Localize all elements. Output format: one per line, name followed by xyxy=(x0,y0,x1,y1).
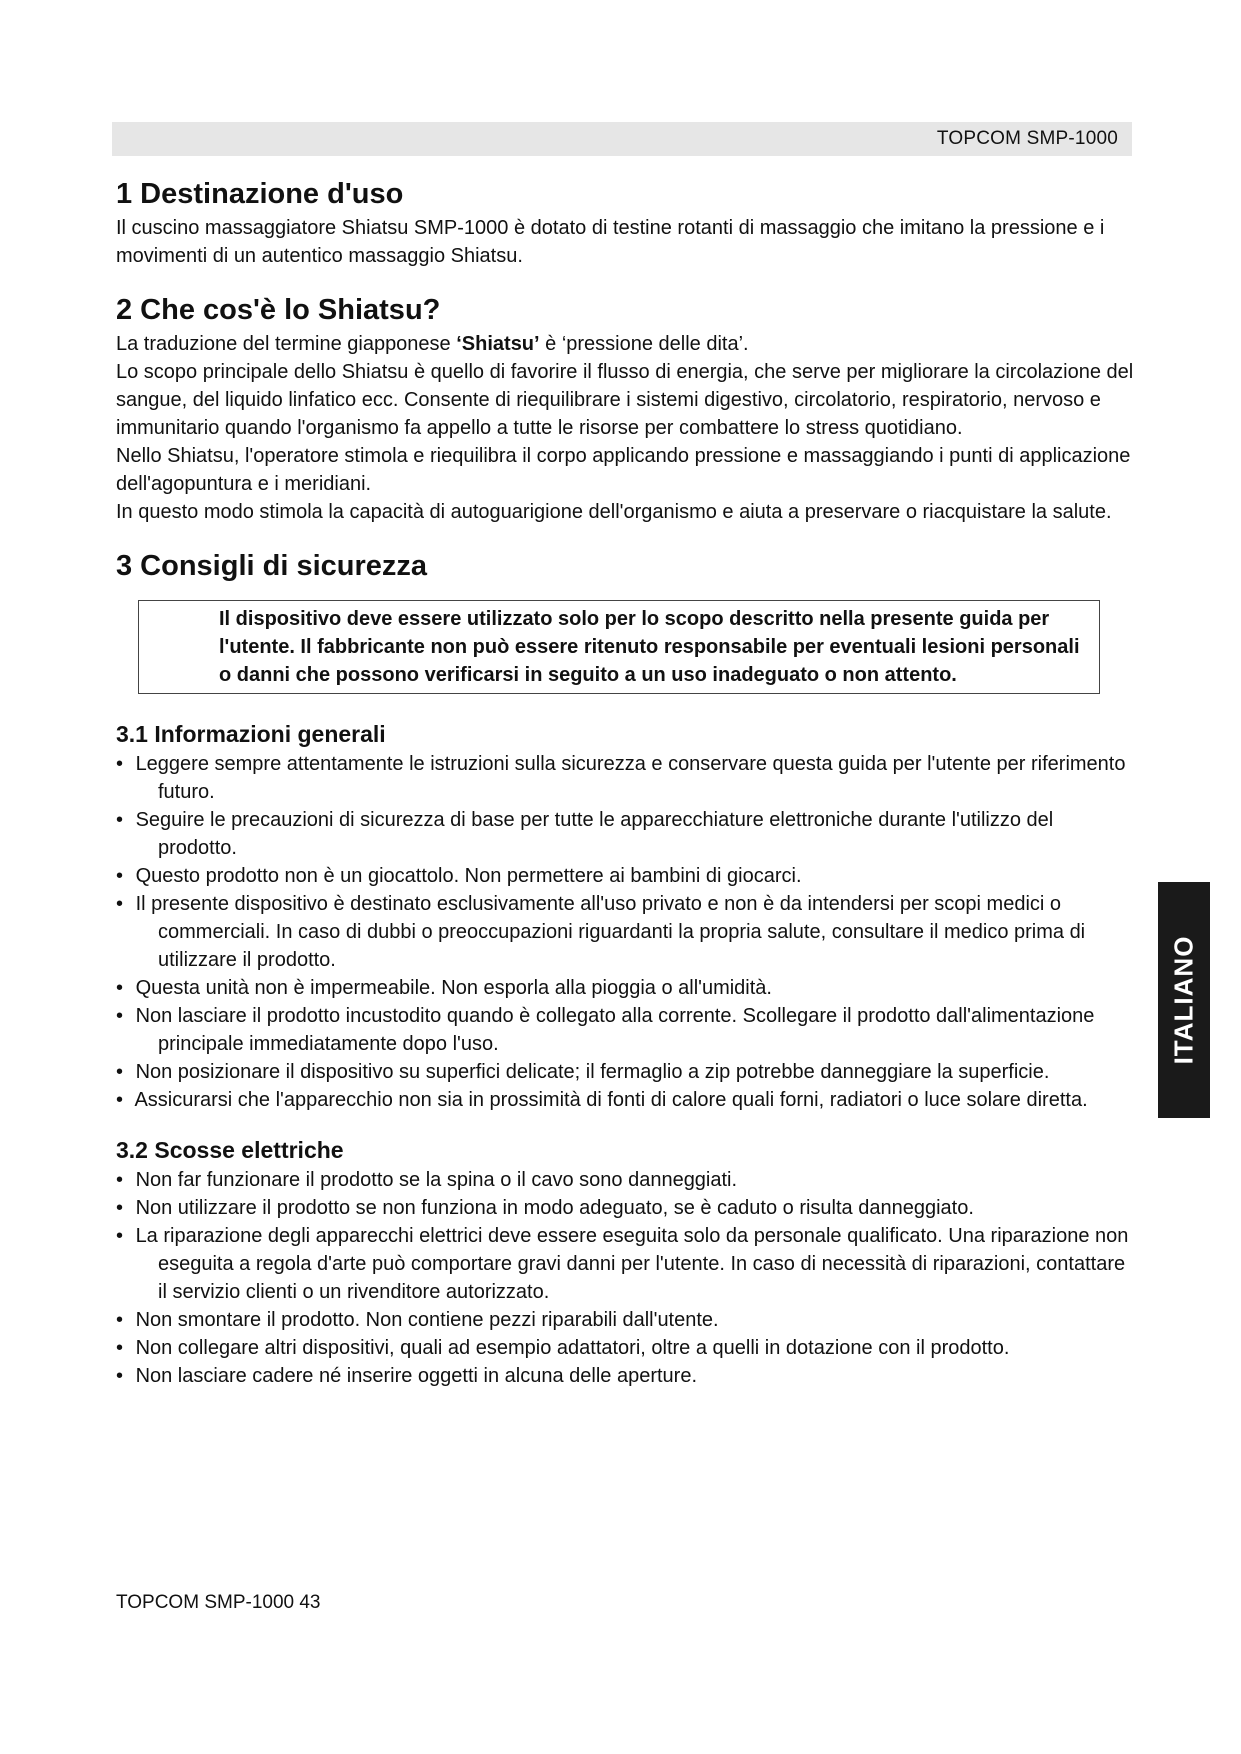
subsection-title: 3.1 Informazioni generali xyxy=(116,721,386,747)
section-safety xyxy=(116,546,1136,1390)
bullet-icon: • xyxy=(116,1197,124,1219)
warning-text: Il dispositivo deve essere utilizzato solo per lo scopo descritto nella presente guida per l'utente. Il fabbricante non può essere ritenuto responsabile per eventuali lesioni personali o danni che possono verificarsi in seguito a un uso inadeguato o non attento. xyxy=(219,608,1080,686)
paragraph: Nello Shiatsu, l'operatore stimola e riequilibra il corpo applicando pressione e massaggiando i punti di applicazione dell'agopuntura e i meridiani. xyxy=(116,445,1131,495)
subsection-general-info xyxy=(116,718,1136,1114)
bullet-list xyxy=(116,750,1136,1114)
bullet-icon: • xyxy=(116,1089,124,1111)
bullet-icon: • xyxy=(116,753,124,775)
list-item xyxy=(116,1194,1136,1222)
paragraph: Lo scopo principale dello Shiatsu è quello di favorire il flusso di energia, che serve per migliorare la circolazione del sangue, del liquido linfatico ecc. Consente di riequilibrare i sistemi digestivo, circolatorio, respiratorio, nervoso e immunitario quando l'organismo fa appello a tutte le risorse per combattere lo stress quotidiano. xyxy=(116,361,1134,439)
bullet-icon: • xyxy=(116,1365,124,1387)
list-item-text: Non lasciare cadere né inserire oggetti in alcuna delle aperture. xyxy=(135,1365,698,1387)
list-item xyxy=(116,750,1136,806)
bullet-icon: • xyxy=(116,1225,124,1247)
text-run: è ‘pressione delle dita’. xyxy=(539,333,749,355)
list-item-text: Il presente dispositivo è destinato esclusivamente all'uso privato e non è da intendersi per scopi medici o commerciali. In caso di dubbi o preoccupazioni riguardanti la propria salute, consultare il medico prima di utilizzare il prodotto. xyxy=(135,893,1086,971)
list-item-text: Non lasciare il prodotto incustodito quando è collegato alla corrente. Scollegare il prodotto dall'alimentazione principale immediatamente dopo l'uso. xyxy=(135,1005,1095,1055)
list-item xyxy=(116,1058,1136,1086)
language-tab-label: ITALIANO xyxy=(1168,935,1199,1065)
page-header xyxy=(112,122,1132,156)
bullet-icon: • xyxy=(116,865,124,887)
warning-box xyxy=(138,600,1100,694)
section-title: 3 Consigli di sicurezza xyxy=(116,550,428,582)
paragraph: Il cuscino massaggiatore Shiatsu SMP-1000 è dotato di testine rotanti di massaggio che imitano la pressione e i movimenti di un autentico massaggio Shiatsu. xyxy=(116,217,1105,267)
list-item-text: Seguire le precauzioni di sicurezza di base per tutte le apparecchiature elettroniche durante l'utilizzo del prodotto. xyxy=(135,809,1054,859)
bullet-icon: • xyxy=(116,1061,124,1083)
language-tab xyxy=(1158,882,1210,1118)
list-item xyxy=(116,1002,1136,1058)
list-item-text: Non collegare altri dispositivi, quali ad esempio adattatori, oltre a quelli in dotazione con il prodotto. xyxy=(135,1337,1010,1359)
list-item xyxy=(116,1334,1136,1362)
bullet-icon: • xyxy=(116,977,124,999)
bullet-list xyxy=(116,1166,1136,1390)
list-item-text: Assicurarsi che l'apparecchio non sia in prossimità di fonti di calore quali forni, radiatori o luce solare diretta. xyxy=(134,1089,1088,1111)
document-body xyxy=(116,174,1136,1390)
list-item-text: La riparazione degli apparecchi elettrici deve essere eseguita solo da personale qualificato. Una riparazione non eseguita a regola d'arte può comportare gravi danni per l'utente. In caso di necessità di riparazioni, contattare il servizio clienti o un rivenditore autorizzato. xyxy=(135,1225,1129,1303)
list-item xyxy=(116,974,1136,1002)
page-footer: TOPCOM SMP-1000 43 xyxy=(116,1592,321,1613)
list-item-text: Leggere sempre attentamente le istruzioni sulla sicurezza e conservare questa guida per l'utente per riferimento futuro. xyxy=(135,753,1126,803)
bullet-icon: • xyxy=(116,1309,124,1331)
list-item-text: Non utilizzare il prodotto se non funziona in modo adeguato, se è caduto o risulta danneggiato. xyxy=(135,1197,974,1219)
header-product-name: TOPCOM SMP-1000 xyxy=(936,128,1118,149)
bullet-icon: • xyxy=(116,809,124,831)
list-item xyxy=(116,862,1136,890)
list-item xyxy=(116,1362,1136,1390)
bullet-icon: • xyxy=(116,1169,124,1191)
section-title: 2 Che cos'è lo Shiatsu? xyxy=(116,294,441,326)
list-item xyxy=(116,1166,1136,1194)
list-item-text: Non posizionare il dispositivo su superfici delicate; il fermaglio a zip potrebbe danneggiare la superficie. xyxy=(135,1061,1050,1083)
list-item xyxy=(116,1222,1136,1306)
paragraph xyxy=(116,330,1136,358)
list-item-text: Questo prodotto non è un giocattolo. Non permettere ai bambini di giocarci. xyxy=(135,865,802,887)
list-item xyxy=(116,1306,1136,1334)
section-intended-use xyxy=(116,174,1136,270)
list-item xyxy=(116,890,1136,974)
list-item xyxy=(116,806,1136,862)
section-what-is-shiatsu xyxy=(116,290,1136,526)
list-item-text: Questa unità non è impermeabile. Non esporla alla pioggia o all'umidità. xyxy=(135,977,772,999)
subsection-electric-shock xyxy=(116,1134,1136,1390)
text-run: La traduzione del termine giapponese xyxy=(116,333,457,355)
bold-term: ‘Shiatsu’ xyxy=(456,333,540,355)
list-item-text: Non smontare il prodotto. Non contiene pezzi riparabili dall'utente. xyxy=(135,1309,719,1331)
bullet-icon: • xyxy=(116,893,124,915)
section-title: 1 Destinazione d'uso xyxy=(116,178,404,210)
paragraph: In questo modo stimola la capacità di autoguarigione dell'organismo e aiuta a preservare o riacquistare la salute. xyxy=(116,501,1112,523)
list-item-text: Non far funzionare il prodotto se la spina o il cavo sono danneggiati. xyxy=(135,1169,738,1191)
subsection-title: 3.2 Scosse elettriche xyxy=(116,1137,344,1163)
list-item xyxy=(116,1086,1136,1114)
bullet-icon: • xyxy=(116,1337,124,1359)
bullet-icon: • xyxy=(116,1005,124,1027)
